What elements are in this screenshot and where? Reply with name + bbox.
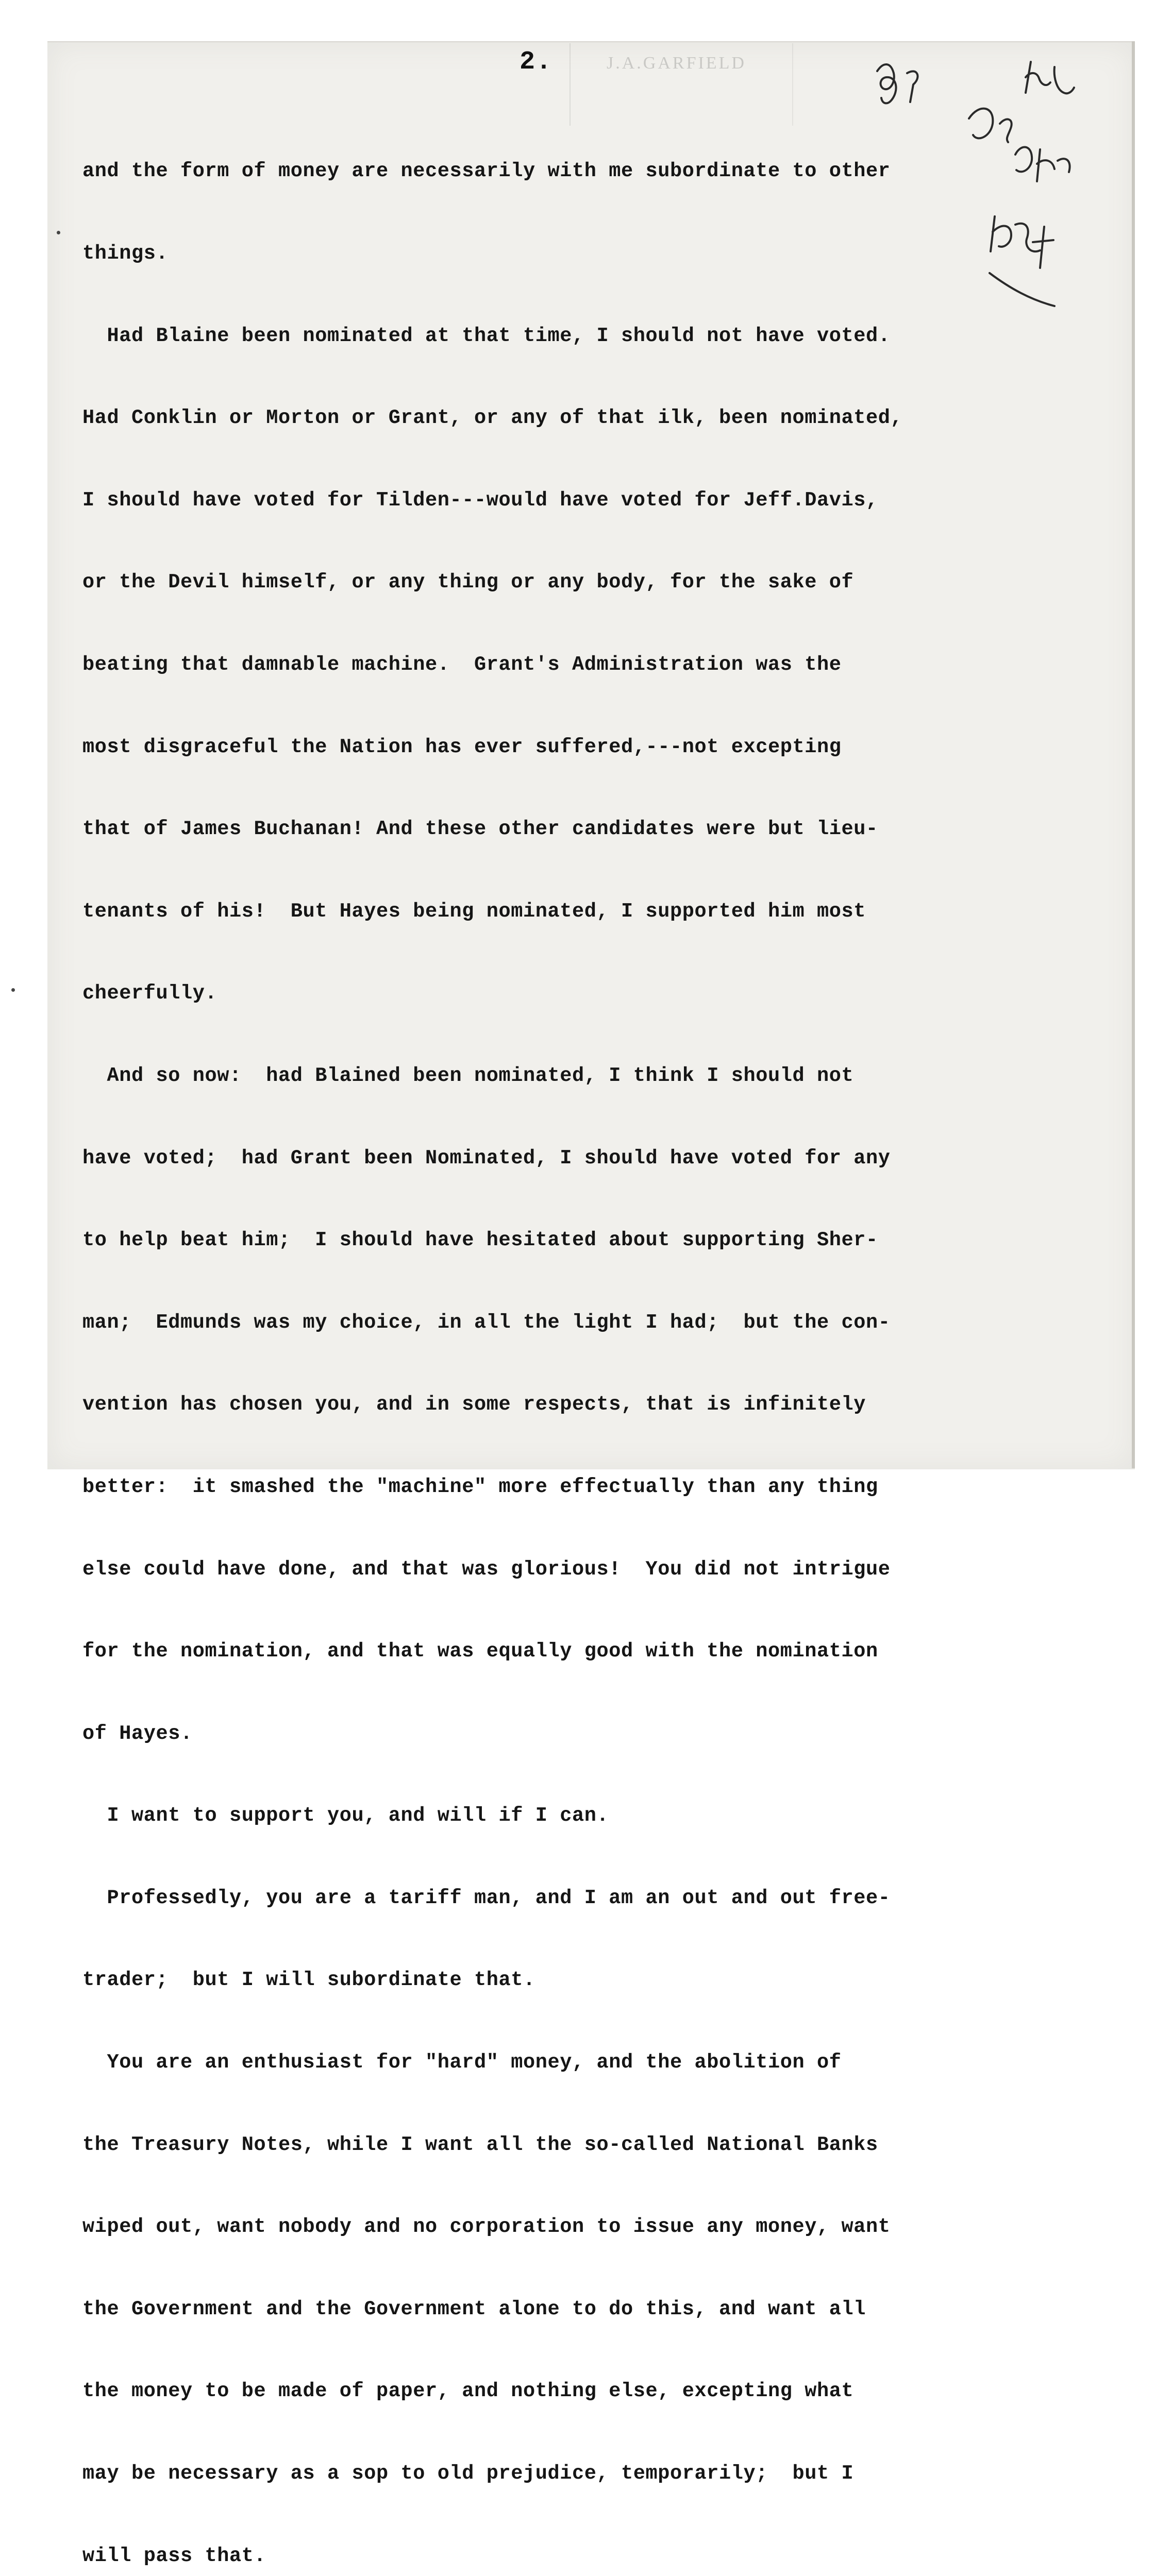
letter-line: or the Devil himself, or any thing or any body, for the sake of (82, 571, 854, 594)
letter-line: of Hayes. (82, 1722, 193, 1745)
letter-line: I should have voted for Tilden---would have voted for Jeff.Davis, (82, 488, 878, 512)
letter-line: vention has chosen you, and in some respects, that is infinitely (82, 1393, 866, 1416)
letter-line: the money to be made of paper, and nothing else, excepting what (82, 2380, 854, 2403)
letter-line: Professedly, you are a tariff man, and I am an out and out free- (82, 1886, 891, 1909)
letter-line: trader; but I will subordinate that. (82, 1969, 535, 1992)
letter-line: beating that damnable machine. Grant's Administration was the (82, 653, 842, 676)
letter-line: I want to support you, and will if I can. (82, 1804, 609, 1827)
letter-line: Had Conklin or Morton or Grant, or any of that ilk, been nominated, (82, 406, 903, 430)
letter-line: will pass that. (82, 2544, 266, 2567)
letter-line: the Treasury Notes, while I want all the so-called National Banks (82, 2133, 878, 2156)
letter-line: man; Edmunds was my choice, in all the light I had; but the con- (82, 1311, 891, 1334)
letter-line: better: it smashed the "machine" more effectually than any thing (82, 1475, 878, 1498)
letter-line: cheerfully. (82, 982, 217, 1005)
letter-line: that of James Buchanan! And these other candidates were but lieu- (82, 818, 878, 841)
margin-speck (11, 988, 15, 992)
stamp-text: J.A.GARFIELD (607, 54, 746, 73)
letter-line: tenants of his! But Hayes being nominated, I supported him most (82, 900, 866, 923)
letter-line: most disgraceful the Nation has ever suffered,---not excepting (82, 735, 842, 758)
letter-line: And so now: had Blained been nominated, I think I should not (82, 1064, 854, 1087)
letter-line: things. (82, 242, 169, 265)
letter-body (82, 103, 1062, 2576)
letter-line: to help beat him; I should have hesitated about supporting Sher- (82, 1229, 878, 1252)
letter-line: else could have done, and that was glorious! You did not intrigue (82, 1557, 891, 1581)
letter-line: may be necessary as a sop to old prejudice, temporarily; but I (82, 2462, 854, 2485)
letter-line: and the form of money are necessarily with me subordinate to other (82, 160, 891, 183)
letter-line: the Government and the Government alone to do this, and want all (82, 2297, 866, 2320)
letter-line: wiped out, want nobody and no corporation to issue any money, want (82, 2215, 891, 2239)
letter-line: You are an enthusiast for "hard" money, and the abolition of (82, 2051, 842, 2074)
paper-edge (1132, 41, 1135, 1468)
page-number: 2. (520, 47, 553, 77)
letter-line: have voted; had Grant been Nominated, I should have voted for any (82, 1146, 891, 1170)
letter-line: Had Blaine been nominated at that time, I should not have voted. (82, 324, 891, 347)
letter-line: for the nomination, and that was equally good with the nomination (82, 1640, 878, 1663)
margin-speck (57, 231, 60, 234)
